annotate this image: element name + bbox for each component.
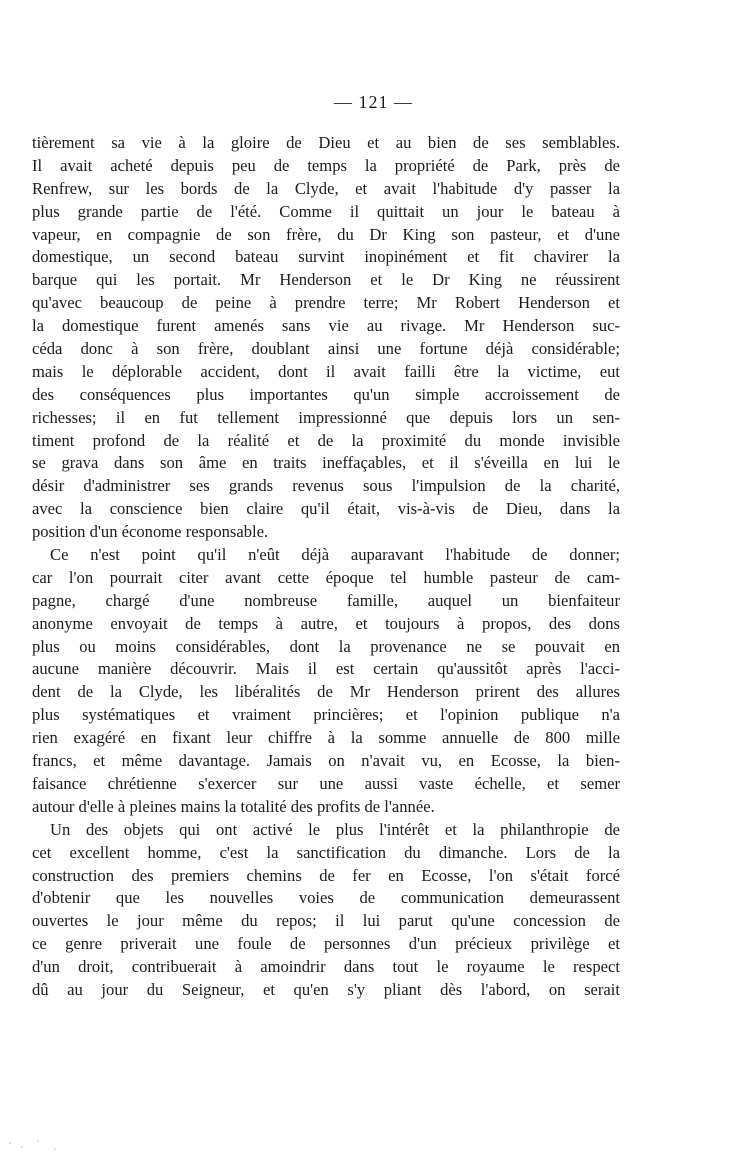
- scan-speckle: [0, 1133, 120, 1161]
- text-line: d'un droit, contribuerait à amoindrir dans tout le royaume le respect: [32, 957, 620, 977]
- text-line: autour d'elle à pleines mains la totalité des profits de l'année.: [32, 796, 435, 816]
- text-line: rien exagéré en fixant leur chiffre à la somme annuelle de 800 mille: [32, 728, 620, 748]
- text-line: qu'avec beaucoup de peine à prendre terre; Mr Robert Henderson et: [32, 293, 620, 313]
- text-line: position d'un économe responsable.: [32, 522, 269, 542]
- text-line: francs, et même davantage. Jamais on n'avait vu, en Ecosse, la bien-: [32, 751, 620, 771]
- text-line: timent profond de la réalité et de la proximité du monde invisible: [32, 430, 620, 450]
- text-line: avec la conscience bien claire qu'il était, vis-à-vis de Dieu, dans la: [32, 499, 620, 519]
- text-line: faisance chrétienne s'exercer sur une aussi vaste échelle, et semer: [32, 773, 620, 793]
- text-line: construction des premiers chemins de fer en Ecosse, l'on s'était forcé: [32, 865, 620, 885]
- text-line: plus ou moins considérables, dont la provenance ne se pouvait en: [32, 636, 620, 656]
- text-line: anonyme envoyait de temps à autre, et toujours à propos, des dons: [32, 613, 620, 633]
- text-line: richesses; il en fut tellement impressionné que depuis lors un sen-: [32, 407, 620, 427]
- text-line: mais le déplorable accident, dont il avait failli être la victime, eut: [32, 361, 620, 381]
- text-line: ce genre priverait une foule de personnes d'un précieux privilège et: [32, 934, 620, 954]
- text-line: la domestique furent amenés sans vie au rivage. Mr Henderson suc-: [32, 316, 620, 336]
- text-line: vapeur, en compagnie de son frère, du Dr King son pasteur, et d'une: [32, 224, 620, 244]
- text-line: cet excellent homme, c'est la sanctification du dimanche. Lors de la: [32, 842, 620, 862]
- text-line: plus grande partie de l'été. Comme il quittait un jour le bateau à: [32, 201, 620, 221]
- text-line: Renfrew, sur les bords de la Clyde, et avait l'habitude d'y passer la: [32, 178, 620, 198]
- text-line: dû au jour du Seigneur, et qu'en s'y pliant dès l'abord, on serait: [32, 979, 620, 999]
- text-line: se grava dans son âme en traits ineffaçables, et il s'éveilla en lui le: [32, 453, 620, 473]
- text-line: tièrement sa vie à la gloire de Dieu et au bien de ses semblables.: [32, 133, 620, 152]
- page-text: [32, 132, 620, 1002]
- text-line: barque qui les portait. Mr Henderson et le Dr King ne réussirent: [32, 270, 620, 290]
- text-line: Il avait acheté depuis peu de temps la propriété de Park, près de: [32, 155, 620, 175]
- text-line: Un des objets qui ont activé le plus l'intérêt et la philanthropie de: [50, 819, 620, 839]
- text-line: céda donc à son frère, doublant ainsi une fortune déjà considérable;: [32, 339, 620, 359]
- text-line: car l'on pourrait citer avant cette époque tel humble pasteur de cam-: [32, 567, 620, 587]
- text-line: ouvertes le jour même du repos; il lui parut qu'une concession de: [32, 911, 620, 931]
- text-line: pagne, chargé d'une nombreuse famille, auquel un bienfaiteur: [32, 590, 620, 610]
- text-line: des conséquences plus importantes qu'un simple accroissement de: [32, 384, 620, 404]
- text-line: Ce n'est point qu'il n'eût déjà auparavant l'habitude de donner;: [50, 545, 620, 565]
- text-line: dent de la Clyde, les libéralités de Mr Henderson prirent des allures: [32, 682, 620, 702]
- text-line: aucune manière découvrir. Mais il est certain qu'aussitôt après l'acci-: [32, 659, 620, 679]
- text-line: désir d'administrer ses grands revenus sous l'impulsion de la charité,: [32, 476, 620, 496]
- text-line: domestique, un second bateau survint inopinément et fit chavirer la: [32, 247, 620, 267]
- page-number: — 121 —: [334, 92, 413, 112]
- text-line: plus systématiques et vraiment princières; et l'opinion publique n'a: [32, 705, 620, 725]
- text-line: d'obtenir que les nouvelles voies de communication demeurassent: [32, 888, 620, 908]
